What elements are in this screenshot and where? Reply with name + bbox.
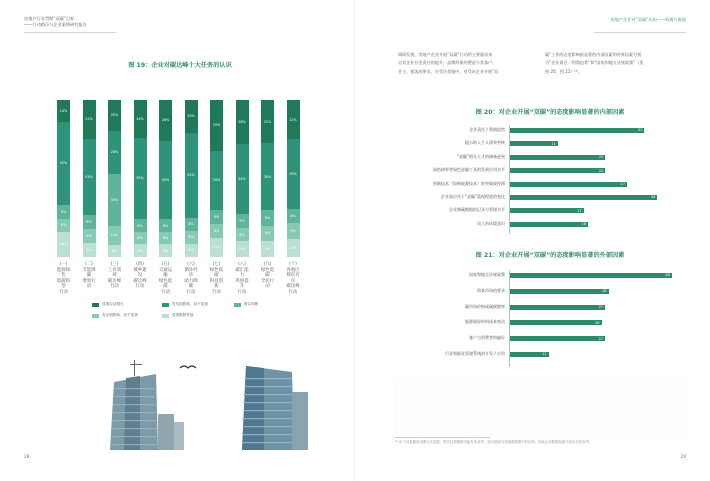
bar-segment: 28% <box>236 100 249 144</box>
bar-segment: 50% <box>159 141 172 220</box>
left-page-number: 28 <box>24 454 30 459</box>
category-label-line: (九) <box>263 262 272 267</box>
legend-item <box>92 313 138 318</box>
footnote-rule <box>395 437 490 438</box>
bar-category-label: 提示纳入个人绩效考核 <box>465 140 505 146</box>
bar-value-label: 22 <box>598 155 604 160</box>
bar-segment: 8% <box>287 209 300 223</box>
bar-segment: 12% <box>108 226 121 244</box>
category-label-line: 增效行动 <box>82 278 96 289</box>
bar-category-label: 客户与消费者的偏好 <box>469 335 505 341</box>
bar-value-label: 34 <box>650 195 656 200</box>
category-label <box>81 262 97 290</box>
category-label <box>234 262 250 295</box>
bar-segment: 52% <box>185 133 198 218</box>
bar-category-label: 碳市场价格或碳税税率 <box>465 303 505 309</box>
category-label-line: 低碳转型 <box>56 278 71 289</box>
stacked-bar <box>261 100 274 257</box>
category-label-line: 行动 <box>161 289 170 295</box>
category-label-line: 行动 <box>237 289 247 295</box>
bar-category-label: “双碳”相关人才的储备进展 <box>456 153 505 159</box>
category-label <box>107 262 123 290</box>
category-label-line: (五) <box>161 262 170 267</box>
category-label-line: (十) <box>289 262 297 267</box>
bar-category-label: 绿色债券等绿色金融工具的发展应用水平 <box>433 167 505 173</box>
right-header-rule <box>594 32 686 33</box>
legend-item <box>234 302 258 307</box>
bar-category-label: 资本市场的要求 <box>477 287 505 293</box>
legend-swatch <box>162 314 169 318</box>
category-label-line: (三) <box>110 262 119 267</box>
category-label-line: 科技创新 <box>209 278 224 289</box>
bar-segment: 43% <box>83 139 96 215</box>
bar-segment: 8% <box>236 228 249 241</box>
bar-segment: 39% <box>287 139 300 209</box>
legend-item <box>92 302 124 307</box>
para-line: 碳”工作的态度影响最显著的内部因素和外界因素分别 <box>545 52 642 57</box>
legend-label: 显著限制发展 <box>172 313 194 317</box>
footnote: ⁽³⁾ 由于问卷题项设置为多选题，相关趋势数据可能有所差异，部分数值为受调查数据中的比例，因此企业数据及相关结论仅供参考。 <box>395 440 593 444</box>
chart-legend <box>92 302 302 322</box>
bar-segment: 9% <box>287 223 300 239</box>
bar-segment: 34% <box>108 174 121 226</box>
bar-segment: 8% <box>261 241 274 257</box>
bar-value-label: 26 <box>594 320 600 325</box>
category-label <box>285 262 301 295</box>
category-label-line: (二) <box>85 262 93 267</box>
category-label-line: 碳达峰 <box>133 278 147 284</box>
bar-segment: 29% <box>210 100 223 151</box>
intro-paragraph-col2 <box>545 51 685 76</box>
bar-value-label: 11 <box>551 141 556 146</box>
category-label-line: 碳达峰 <box>107 278 122 284</box>
bar-segment: 8% <box>261 210 274 226</box>
bar-segment: 16% <box>57 232 70 257</box>
bar-value-label: 31 <box>637 128 643 133</box>
stacked-bar <box>159 100 172 257</box>
para-line: 自其企业社会责任的提升，品牌形象的塑造与其客户、 <box>398 60 497 66</box>
bar-category-label: 创新技术（如新能源技术）的突破或停滞 <box>433 180 505 186</box>
category-label-line: 节能降碳 <box>82 267 96 278</box>
bar-category-label: 能源或原材料成本变动 <box>465 319 505 325</box>
category-label-line: 全民行动 <box>260 278 275 289</box>
bar-segment: 24% <box>134 100 147 138</box>
left-header-line2: ——行动路径与企业案例研究报告 <box>24 22 87 27</box>
figure-21-title: 图 21：对企业开展“双碳”的态度影响显著的外部因素 <box>475 252 625 259</box>
category-label-line: 巩固提升 <box>235 278 249 289</box>
bar-segment: 8% <box>185 231 198 244</box>
category-label-line: 助力降碳 <box>184 278 198 289</box>
bar-value-label: 46 <box>665 273 670 278</box>
bar-segment: 10% <box>236 241 249 257</box>
category-label-line: (四) <box>136 262 144 267</box>
bar-segment: 8% <box>185 244 198 257</box>
bar-value-label: 27 <box>598 336 604 341</box>
category-label <box>132 262 148 290</box>
bar-segment: 8% <box>83 243 96 257</box>
bar-category-label: 企业降碳数据的记录与管理水平 <box>449 207 505 213</box>
legend-swatch <box>92 314 99 318</box>
stacked-bar <box>185 100 198 257</box>
bar-segment: 34% <box>210 151 223 210</box>
bar-segment: 8% <box>210 210 223 224</box>
bar-segment: 26% <box>159 100 172 141</box>
category-label <box>56 262 72 295</box>
category-label <box>209 262 225 295</box>
legend-label: 显著拉动增长 <box>102 302 124 306</box>
category-label-line: 交通运输 <box>158 267 173 278</box>
decorative-dot-pattern <box>395 378 685 436</box>
bar-segment: 22% <box>261 100 274 143</box>
bar-segment: 8% <box>159 244 172 257</box>
category-label-line: 绿色低碳 <box>158 278 173 289</box>
stacked-bar <box>236 100 249 257</box>
category-label-line: 绿色低碳 <box>209 267 224 278</box>
category-label-line: 循环经济 <box>184 267 198 278</box>
bar-category-label: 国家和地方法规政策 <box>469 272 505 277</box>
bar-segment: 28% <box>108 131 121 174</box>
bar-value-label: 11 <box>542 352 547 357</box>
bar-value-label: 27 <box>620 181 625 186</box>
bar-segment: 20% <box>108 100 121 131</box>
bar-value-label: 22 <box>598 168 604 173</box>
category-label <box>183 262 199 295</box>
legend-swatch <box>234 303 241 307</box>
bar-category-label: 企业责任 / 利润趋势 <box>469 127 505 132</box>
bar-segment: 8% <box>108 245 121 257</box>
left-header <box>24 16 87 28</box>
stacked-bar <box>287 100 300 257</box>
bar-segment: 8% <box>210 224 223 238</box>
bar-category-label: 行业智能化管理系统的开发 / 应用 <box>445 351 505 356</box>
bar-segment: 8% <box>57 219 70 232</box>
legend-label: 有正面影响，但不显著 <box>102 313 138 317</box>
legend-label: 有负面影响，但不显著 <box>172 302 208 306</box>
bar-category-label: 员工的环境意识 <box>477 220 505 226</box>
category-label-line: 工业领域 <box>107 267 122 278</box>
legend-item <box>162 313 194 318</box>
bar-segment: 8% <box>159 232 172 245</box>
stacked-bar <box>83 100 96 257</box>
right-page-number: 29 <box>680 454 686 459</box>
category-label-line: 碳达峰行动 <box>286 284 300 295</box>
bar-segment: 8% <box>159 219 172 232</box>
legend-swatch <box>162 303 169 307</box>
figure-19-title: 图 19：企业对碳达峰十大任务的认识 <box>128 62 232 69</box>
bar-segment: 22% <box>287 100 300 139</box>
para-line: 业主、租客的要求，在受访者眼中，对受访企业开展“双 <box>398 68 499 74</box>
category-label-line: (七) <box>212 262 221 267</box>
legend-swatch <box>92 303 99 307</box>
bar-segment: 8% <box>83 215 96 229</box>
stacked-bar <box>57 100 70 257</box>
category-label-line: (一) <box>59 262 68 267</box>
left-header-rule <box>24 32 116 33</box>
stacked-bar <box>108 100 121 257</box>
para-line: 调研发现，房地产企业开展“双碳”行动的主要驱动来 <box>398 52 493 57</box>
bar-segment: 44% <box>236 144 249 214</box>
category-label-line: 行动 <box>135 284 145 289</box>
legend-label: 难以判断 <box>244 302 259 306</box>
bar-segment: 8% <box>185 218 198 231</box>
category-label-line: 行动 <box>212 289 221 295</box>
stacked-bar <box>210 100 223 257</box>
bar-segment: 11% <box>210 238 223 257</box>
category-label-line: (六) <box>187 262 195 267</box>
category-label-line: 行动 <box>59 289 68 295</box>
city-skyscrapers-photo <box>96 352 308 450</box>
bar-category-label: 企业高层对于“双碳”重视程度的变化 <box>440 194 505 199</box>
bar-value-label: 27 <box>598 304 604 309</box>
bar-segment: 52% <box>57 122 70 204</box>
category-label-line: 行动 <box>110 284 119 289</box>
bar-value-label: 17 <box>577 208 582 213</box>
category-label-line: 绿色低碳 <box>260 267 275 278</box>
category-label-line: (八) <box>238 262 246 267</box>
bar-segment: 10% <box>287 239 300 257</box>
legend-item <box>162 302 208 307</box>
bar-segment: 52% <box>134 138 147 220</box>
category-label-line: 各地区 <box>286 267 300 273</box>
bar-segment: 20% <box>185 100 198 133</box>
left-header-line1: 房地产行业贯彻“双碳”目标 <box>24 16 75 21</box>
para-line: 为“企业責任／利润趋势”和“国家和地方法规政策”（见 <box>545 60 644 66</box>
bar-value-label: 18 <box>581 222 586 227</box>
category-label-line: 能源绿色 <box>56 267 71 278</box>
category-label-line: 行动 <box>186 289 196 295</box>
bar-segment: 8% <box>261 226 274 242</box>
bar-segment: 8% <box>134 232 147 245</box>
bar-segment: 34% <box>261 143 274 210</box>
bar-segment: 9% <box>57 205 70 219</box>
category-label <box>260 262 276 290</box>
category-label-line: 梯次有序 <box>286 273 300 284</box>
intro-paragraph-col1 <box>398 51 538 76</box>
bar-segment: 22% <box>83 100 96 139</box>
figure-20-title: 图 20：对企业开展“双碳”的态度影响显著的内部因素 <box>475 109 625 116</box>
para-line: 图 20、图 21）⁽³⁾。 <box>545 68 583 74</box>
bar-segment: 14% <box>57 100 70 122</box>
bar-segment: 8% <box>83 229 96 243</box>
right-header: 房地产企业对“双碳”认知——机遇与挑战 <box>610 17 686 22</box>
category-label-line: 城乡建设 <box>133 267 147 278</box>
bar-value-label: 28 <box>602 289 607 294</box>
stacked-bar <box>134 100 147 257</box>
bar-segment: 8% <box>134 244 147 257</box>
category-label <box>158 262 174 295</box>
bar-segment: 9% <box>236 214 249 228</box>
bar-segment: 8% <box>134 219 147 232</box>
category-label-line: 碳汇能力 <box>235 267 249 278</box>
